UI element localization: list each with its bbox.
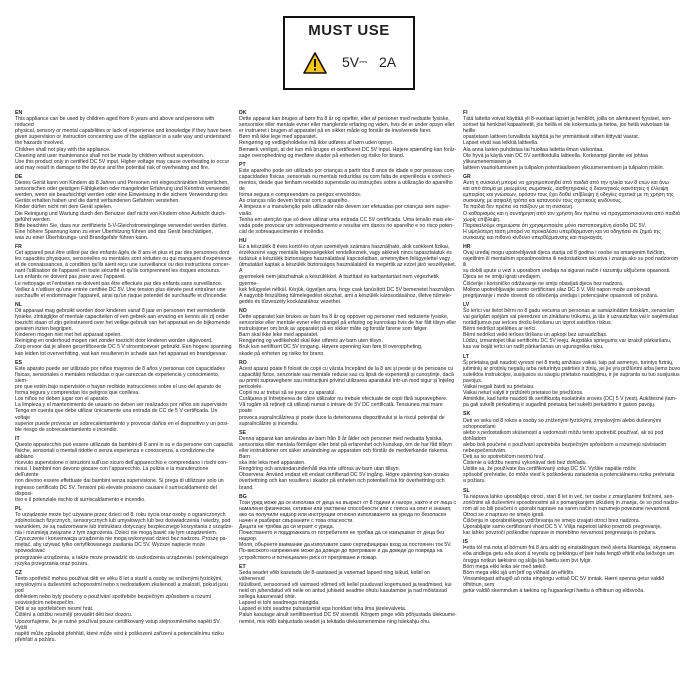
section-nl	[15, 302, 233, 357]
section-text: Този уред може да се използва от деца на възраст от 8 години и нагоре, както и от лица с намалени физически, сетивни или умствени способности или с липса на опит и знания, ако са получили надзор или инструкции относно използването на уреда по безопасен начин и разбират свързаните с това опасности. Децата не трябва да си играят с уреда. Почистването и поддръжката от потребителя не трябва да се извършват от деца без надзор. Моля, обърнете внимание да използвате само сертифициран вход за постоянен ток 5V. По-високото напрежение може да доведе до прегряване и да доведе до повреда на устройството и потенциален риск от прегряване и пожар.	[239, 499, 457, 561]
section-text: Αυτή η συσκευή μπορεί να χρησιμοποιηθεί από παιδιά από την ηλικία των 8 ετών και άνω και από άτομα με μειωμένες σωματικές, αισθητηριακές ή διανοητικές ικανότητες ή έλλειψη εμπειρίας και γνώσεων, εφόσον τους έχει δοθεί επίβλεψη ή οδηγίες σχετικά με τη χρήση της συσκευής με ασφαλή τρόπο και κατανοούν τους σχετικούς κινδύνους. Τα παιδιά δεν πρέπει να παίζουν με τη συσκευή. Ο καθαρισμός και η συντήρηση από τον χρήστη δεν πρέπει να πραγματοποιούνται από παιδιά χωρίς επίβλεψη. Παρακαλούμε σημειώστε ότι χρησιμοποιείτε μόνο πιστοποιημένη είσοδο DC 5V. Η υψηλότερη τάση μπορεί να προκαλέσει υπερθέρμανση και να οδηγήσει σε ζημιά της συσκευής και πιθανό κίνδυνο υπερθέρμανσης και πυρκαγιάς.	[463, 180, 680, 241]
section-text: Dieses Gerät kann von Kindern ab 8 Jahren und Personen mit eingeschränkten körperlichen, sensorischen oder geistigen Fähigkeiten oder mangelnder Erfahrung und Kenntnis verwendet werden, wenn sie beaufsichtigt werden oder eine Einweisung in die sichere Verwendung des Geräts erhalten haben und die damit verbundenen Gefahren verstehen. Kinder dürfen nicht mit dem Gerät spielen. Die Reinigung und Wartung durch den Benutzer darf nicht von Kindern ohne Aufsicht durch- geführt werden. Bitte beachten Sie, dass nur zertifizierte 5-V-Gleichstromeingänge verwendet werden dürfen. Eine höhere Spannung kann zu einer Überhitzung führen und das Gerät beschädigen, was zu einer Überhitzungs- und Brandgefahr führen kann.	[15, 180, 230, 241]
language-code: DE	[15, 173, 23, 180]
section-et	[239, 564, 457, 625]
language-code: NL	[15, 301, 22, 308]
section-text: Este aparato puede ser utilizado por niños mayores de 8 años y personas con capacidades físicas, sensoriales o mentales reducidas o que carezcan de experiencia y conocimiento, siem- pre que estén bajo supervisión o hayan recibido instrucciones sobre el uso del aparato de forma segura y comprendan los peligros que conlleva. Los niños no deben jugar con el aparato. La limpieza y el mantenimiento de usuario no deben ser realizados por niños sin supervisión Tenga en cuenta que debe utilizar únicamente una entrada de CC de 5 V certificada. Un voltaje superior puede provocar un sobrecalentamiento y provocar daños en el dispositivo y un posi- ble riesgo de sobrecalentamiento e incendio.	[15, 365, 229, 433]
section-lt	[463, 354, 681, 409]
section-text: Seda seadet võib kasutada üle 8-aastased ja vanemad lapsed ning isikud, kellel on vähenenud füüsilised, sensoorsed või vaimsed võimed või kellel puuduvad kogemused ja teadmised, kui neid on juhendatud või neile on antud juhiseid seadme ohutu kasutamise ja nad mõistavad sellega kaasnevaid ohte. Lapsed ei tohi seadmega mängida. Lapsed ei tohi seadme puhastamist ega hooldust teha ilma järelevalveta. Palun kasutage ainult sertifitseeritud DC 5V sisendit. Kõrgem pinge võib põhjustada ülekuume- nemist, mis võib kahjustada seadet ja tekitada ülekuumenemise ning tulekahju ohu.	[239, 569, 457, 625]
section-hu	[239, 238, 457, 305]
section-sk	[463, 411, 681, 484]
warning-triangle-icon	[303, 52, 327, 74]
badge-current: 2A	[379, 54, 397, 70]
section-it	[15, 436, 233, 503]
language-code: PT	[239, 161, 246, 168]
section-cz	[15, 570, 233, 643]
safety-text-columns	[15, 110, 687, 692]
section-en	[15, 110, 233, 171]
section-text: Cet appareil peut être utilisé par des enfants âgés de 8 ans et plus et par des personnes dont les capacités physiques, sensorielles ou mentales sont réduites ou qui manquent d'expérience et de connaissances, à condition qu'ils aient reçu une surveillance ou des instructions concer- nant l'utilisation de l'appareil en toute sécurité et qu'ils comprennent les risques encourus. Les enfants ne doivent pas jouer avec l'appareil. Le nettoyage et l'entretien ne doivent pas être effectués par des enfants sans surveillance. Veillez à n'utiliser qu'une entrée certifiée DC 5V. Une tension plus élevée peut entraîner une surchauffe et endommager l'appareil, ainsi qu'un risque potentiel de surchauffe et d'incendie.	[15, 250, 232, 299]
section-fi	[463, 110, 681, 171]
section-text: Tätä laitetta voivat käyttää yli 8-vuotiaat lapset ja henkilöt, joilla on alentuneet fyysiset, sen- soriset tai henkiset kapasiteetit, jos heillä ei ole kokemusta ja tietoa, jos heitä valvotaan tai heille opastetaan laitteen turvallista käyttöä ja he ymmärtävät siihen liittyvät vaarat. Lapset eivät saa leikkiä laitteella. Ala anna lasten puhdistaa tai huoltaa laitetta ilman valvontaa. Ole hyvä ja käytä vain DC 5V sertifioidulla laitteella. Korkeampi jännite voi johtaa ylikuumenemiseen ja laitteen vaurioitumiseen ja tulipalon potentiaaliseen ylikuumenemisen ja tulipalon riskiin.	[463, 116, 672, 171]
section-gr	[463, 174, 681, 241]
section-text: Šo ierīci var lietot bērni no 8 gadu vecuma un personas ar samazinātām fiziskām, sensorām vai garīgām spējām vai pieredzes un zināšanu trūkumu, ja tās ir uzraudzītas vai ir saņēmušas norādījumus par ierīces drošu lietošanu un izprot saistītos riskus. Bērni nedrīkst spēlēties ar ierīci. Bērni nedrīkst veikt ierīces tīrīšanu un apkopi bez uzraudzības. Lūdzu, izmantojiet tikai sertificētu DC 5V ieeju. Augstāks spriegums var izraisīt pārkaršanu, kas var bojāt ierīci un radīt pārkaršanas un ugunsgrēka risku.	[463, 307, 679, 351]
section-text: Denna apparat kan användas av barn från 8 år ålder och personer med nedsatta fysiska, sensoriska eller mentala förmågor eller brist på erfarenhet och kunskap, om de har fått tillsyn eller instruktioner om säker användning av apparaten och förstår de medverkande riskerna. Barn ska inte leka med apparaten. Rengöring och användarunderhåll ska inte utföras av barn utan tillsyn. Observera: Använd endast ett endast certifierad DC 5V ingång. Högre spänning kan orsaka överhettning och kan resultera i skador på enheten och potentiell risk för överhettning och brand.	[239, 435, 452, 491]
column-middle	[239, 110, 463, 692]
section-text: Ta naprava lahko uporabljajo otroci, stari 8 let in več, ter osebe z zmanjšanimi fizičnimi, sen- zoričnimi ali duševnimi sposobnostmi ali s pomanjkanjem izkušenj in znanja, če so pod nadzo- rom ali so bili poučeni o uporabi naprave na varen način in razumejo povezane nevarnosti. Otroci se z napravo ne smejo igrati. Čiščenja in uporabniškega vzdrževanja ne smejo izvajati otroci brez nadzora. Uporabljajte samo certificirani vhod DC 5 V. Višja napetost lahko povzroči pregrevanje, kar lahko povzroči poškodbe naprave in morebitno nevarnost pregrevanja in požara.	[463, 493, 680, 537]
section-text: Acest aparat poate fi folosit de copii cu vârsta începând de la 8 ani și peste și de persoane cu capacități fizice, senzoriale sau mentale reduse sau cu lipsă de experiență și cunoștințe, dacă au primit supraveghere sau instrucțiuni privind utilizarea aparatului într-un mod sigur și înțeleg pericolele. Copiii nu ar trebui să se joace cu aparatul. Curățarea și întreținerea de către utilizator nu trebuie efectuate de copii fără supraveghere. Vă rugăm să rețineți că utilizați numai o intrare de 5V DC certificată. Tensiunea mai mare poate provoca supraîncălzirea și poate duce la deteriorarea dispozitivului și la riscul potențial de supraîncălzire și incendiu.	[239, 365, 455, 427]
section-pt	[239, 162, 457, 235]
section-text: Este aparelho pode ser utilizado por crianças a partir dos 8 anos de idade e por pessoas com capacidades físicas, sensoriais ou mentais reduzidas ou com falta de experiência e conheci- mentos, desde que tenham recebido supervisão ou instruções sobre a utilização do aparelho de forma segura e compreendam os perigos envolvidos. As crianças não devem brincar com o aparelho. A limpeza e a manutenção pelo utilizador não devem ser efetuadas por crianças sem super- visão. Tenha em atenção que só deve utilizar uma entrada CC 5V certificada. Uma tensão mais ele- vada pode provocar um sobreaquecimento e resultar em danos no aparelho e no risco poten- cial de sobreaquecimento e incêndio.	[239, 167, 454, 235]
column-left	[15, 110, 239, 692]
language-code: NO	[239, 307, 247, 314]
section-text: This appliance can be used by children aged from 8 years and above and persons with reduced physical, sensory or mental capabilities or lack of experience and knowledge if they have been given supervision or instruction concerning use of the appliance in a safe way and understand the hazards involved. Children shall not play with the appliance. Cleaning and user maintenance shall not be made by children without supervision. Use this product only in certified DC 5V input. Higher voltage may cause overheating to occur and may result in damage to the device and the potential risk of overheating and fire.	[15, 116, 232, 171]
badge-rating	[342, 54, 396, 70]
must-use-badge	[283, 16, 415, 90]
badge-voltage: 5V	[342, 54, 360, 70]
section-text: Þetta tól má nota af börnum frá 8 ára aldri og einstaklingum með skerta líkamlega, skynræna eða andlega getu eða skort á reynslu og þekkingu ef þeir hafa fengið eftirlit eða leiðsögn um örugga notkun tækisins og skilja þá hættu sem því fylgir. Börn mega ekki leika sér með tækið. Börn mega ekki sjá um þrif og viðhald án eftirlits. Vinsamlegast athugið að nota eingöngu vottað DC 5V inntak. Hærri spenna getur valdið ofhitnun, sem getur valdið skemmdum á tækinu og hugsanlegri hættu á ofhitnun og eldsvoða.	[463, 545, 676, 595]
language-code: CZ	[15, 569, 22, 576]
section-es	[15, 360, 233, 433]
language-code: HU	[239, 237, 247, 244]
section-text: To urządzenie może być używane przez dzieci od 8. roku życia oraz osoby o ograniczonych zdolnościach fizycznych, sensorycznych lub umysłowych lub bez doświadczenia i wiedzy, pod warunkiem, że są nadzorowane lub instruktarz dotyczący bezpiecznego korzystania z urządze- nia i rozumieją związane z tym zagrożenia. Dzieci nie mogą bawić się tym urządzeniem. Czyszczenie i konserwacja urządzenia nie mogą wykonywać dzieci bez nadzoru. Proszę pa- miętać, aby używać tylko certyfikowanego zasilania DC 5V. Wyższe napięcie może spowodować przegrzanie urządzenia, a także może prowadzić do uszkodzenia urządzenia i potencjalnego ryzyka przegrzania oraz pożaru.	[15, 511, 233, 567]
section-de	[15, 174, 233, 241]
section-text: Tento spotřebič mohou používat děti ve věku 8 let a starší a osoby se sníženými fyzickými, smyslovými a duševními schopnostmi nebo s nedostatkem zkušeností a znalostí, pokud jsou pod dohledem nebo byly poučeny o používání spotřebiče bezpečným způsobem a rozumí souvisejícím nebezpečím. Děti si se spotřebičem nesmí hrát. Čištění a údržbu nesmějí provádět děti bez dozoru. Upozorňujeme, že je nutné používat pouze certifikovaný vstup stejnosměrného napětí 5V. Vyšší napětí může způsobit přehřátí, které může vést k poškození zařízení a potenciálnímu riziku přehřátí a požáru.	[15, 575, 228, 643]
language-code: DK	[239, 110, 247, 116]
language-code: IT	[15, 435, 20, 442]
language-code: RO	[239, 359, 247, 366]
language-code: SL	[463, 487, 470, 494]
section-se	[239, 430, 457, 491]
language-code: LV	[463, 301, 470, 308]
language-code: FR	[15, 243, 22, 250]
language-code: PL	[15, 505, 22, 512]
language-code: ES	[15, 359, 22, 366]
section-text: Ovaj uređaj mogu upotrebljavati djeca starija od 8 godina i osobe sa smanjenim fizičkim, osjetilnim ili mentalnim sposobnostima ili nedostatkom iskustva i znanja ako su pod nadzorom ili su dobili upute u vezi s uporabom uređaja na siguran način i razumiju uključene opasnosti. Djeca se ne smiju igrati uređajem. Čišćenje i korisničko održavanje ne smiju obavljati djeca bez nadzora. Molimo upotrebljavajte samo certificirani ulaz DC 5 V. Viši napon može uzrokovati pregrijavanje i može dovesti do oštećenja uređaja i potencijalne opasnosti od požara.	[463, 250, 679, 299]
section-pl	[15, 506, 233, 567]
section-no	[239, 308, 457, 357]
section-text: Dette apparatet kan brukes av barn fra 8 år og oppover og personer med reduserte fysiske, sensoriske eller mentale evner eller mangel på erfaring og kunnskap hvis de har fått tilsyn eller instruksjoner om bruk av apparatet på en sikker måte og forstår farene som følger. Barn skal ikke leke med apparatet. Rengjøring og vedlikehold skal ikke utføres av barn uten tilsyn. Bruk kun sertifisert DC 5V inngang. Høyere spenning kan føre til overoppheting, skade på enheten og risiko for brann.	[239, 314, 457, 357]
section-text: Deti vo veku od 8 rokov a osoby so zníženými fyzickými, zmyslovými alebo duševnými schopnosťami alebo s nedostatkom skúseností a vedomostí môžu tento spotrebič používať, ak sú pod dohľadom alebo boli poučené o používaní spotrebiča bezpečným spôsobom a rozumejú súvisiacim nebezpečenstvám. Deti sa so spotrebičom nesmú hrať. Čistenie a údržbu nesmú vykonávať deti bez dohľadu. Uistite sa, že používate iba certifikovaný vstup DC 5V. Vyššie napätie môže spôsobiť prehriatie, čo môže viesť k poškodeniu zariadenia a potenciálnemu riziku prehriatia a požiaru.	[463, 417, 675, 485]
section-text: Dit apparaat mag gebruikt worden door kinderen vanaf 8 jaar en personen met verminderde fysieke, zintuiglijke of mentale capaciteiten of een gebrek aan ervaring en kennis als zij onder toezicht staan of zijn geïnstrueerd over het veilige gebruik van het apparaat en de bijkomende gevaren inzien begrijpen. Kinderen mogen niet met het apparaat spelen. Reiniging en onderhoud mogen niet zonder toezicht door kinderen worden uitgevoerd. Zorg ervoor dat je alleen gecertificeerde DC 5 V stroomtoevoer gebruikt. Een hogere spanning kan leiden tot oververhitting, wat kan resulteren in schade aan het apparaat en brandgevaar.	[15, 307, 232, 357]
section-is	[463, 539, 681, 594]
section-text: Dette apparat kan bruges af børn fra 8 år og opefter, eller af personer med nedsatte fysiske, sensoriske eller mentale evner eller manglende erfaring og viden, hvis de er under opsyn eller er instrueret i brugen af apparatet på en sikker måde og forstår de involverede farer. Børn må ikke lege med apparatet. Rengøring og vedligeholdelse må ikke udføres af børn uden opsyn. Bemærk venligst, at det kun må bruges et certificeret DC 5V input. Højere spænding kan forår- sage overophedning og medføre skader på enheden og risiko for brand.	[239, 116, 457, 159]
column-right	[463, 110, 687, 692]
section-sl	[463, 488, 681, 537]
section-text: Ez a készülék 8 éves kortól és olyan személyek számára használható, akik csökkent fizikai, érzékszervi vagy mentális képességekkel rendelkeznek, vagy akiknek nincs tapasztalatuk és tudásuk a készülék biztonságos használatával kapcsolatban, amennyiben felügyelettel vagy útmutatást kaptak a készülék biztonságos használatáról és megértik az ezzel járó veszélyeket. A gyermekek nem játszhatnak a készülékkel. A tisztítást és karbantartást nem végezhetik gyerme- kek felügyelet nélkül. Kérjük, ügyeljen arra, hogy csak tanúsított DC 5V bemenetet használjon. A nagyobb feszültség túlmelegedést okozhat, ami a készülék károsodásához, illetve túlmele- gedés és tűzveszély kockázatához vezethet.	[239, 243, 457, 305]
language-code: BG	[239, 493, 247, 500]
section-bg	[239, 494, 457, 561]
section-text: Questo apparecchio può essere utilizzato da bambini di 8 anni in su e da persone con capacità fisiche, sensoriali o mentali ridotte o senza esperienza e conoscenza, a condizione che abbiano ricevuto supervisione o istruzioni sull'uso sicuro dell'apparecchio e comprendano i rischi con- nessi. I bambini non devono giocare con l'apparecchio. La pulizia e la manutenzione dell'utente non devono essere effettuate dai bambini senza supervisione. Si prega di utilizzare solo un ingresso certificato DC 5V. Tensioni più elevate possono causare il surriscaldamento del disposi- tivo e il potenziale rischio di surriscaldamento e incendio.	[15, 441, 233, 503]
language-code: GR	[463, 173, 471, 180]
section-dk	[239, 110, 457, 159]
language-code: HR	[463, 243, 471, 250]
language-code: SK	[463, 411, 471, 418]
section-lv	[463, 302, 681, 351]
language-code: EN	[15, 110, 23, 116]
section-fr	[15, 244, 233, 299]
section-hr	[463, 244, 681, 299]
language-code: LT	[463, 353, 469, 360]
language-code: ET	[239, 563, 246, 570]
language-code: IS	[463, 539, 468, 546]
dc-symbol: ⎓	[359, 57, 368, 68]
language-code: SE	[239, 429, 246, 436]
badge-title: MUST USE	[308, 22, 390, 39]
section-ro	[239, 360, 457, 427]
section-text: Šį prietaisą gali naudoti vyresni nei 8 metų amžiaus vaikai, taip pat asmenys, turintys fizinių, jutiminių ar protinių negalių arba neturintys patirties ir žinių, jei jie yra prižiūrimi arba jiems buvo suteiktos instrukcijos, susijusios su saugiu prietaiso naudojimu, ir jie supranta su tuo susijusius pavojus. Vaikai negali žaisti su prietaisu. Vaikai neturi valyti ir prižiūrėti prietaiso be priežiūros. Atminkite, kad turite naudoti tik sertifikuotą nuolatinės srovės (DC) 5 V įvestį. Aukštesnė įtam- pa gali sukelti perkaitimą ir sugadinti prietaisą bei sukelti perkaitimo ir gaisro pavojų.	[463, 359, 681, 409]
language-code: FI	[463, 110, 468, 116]
